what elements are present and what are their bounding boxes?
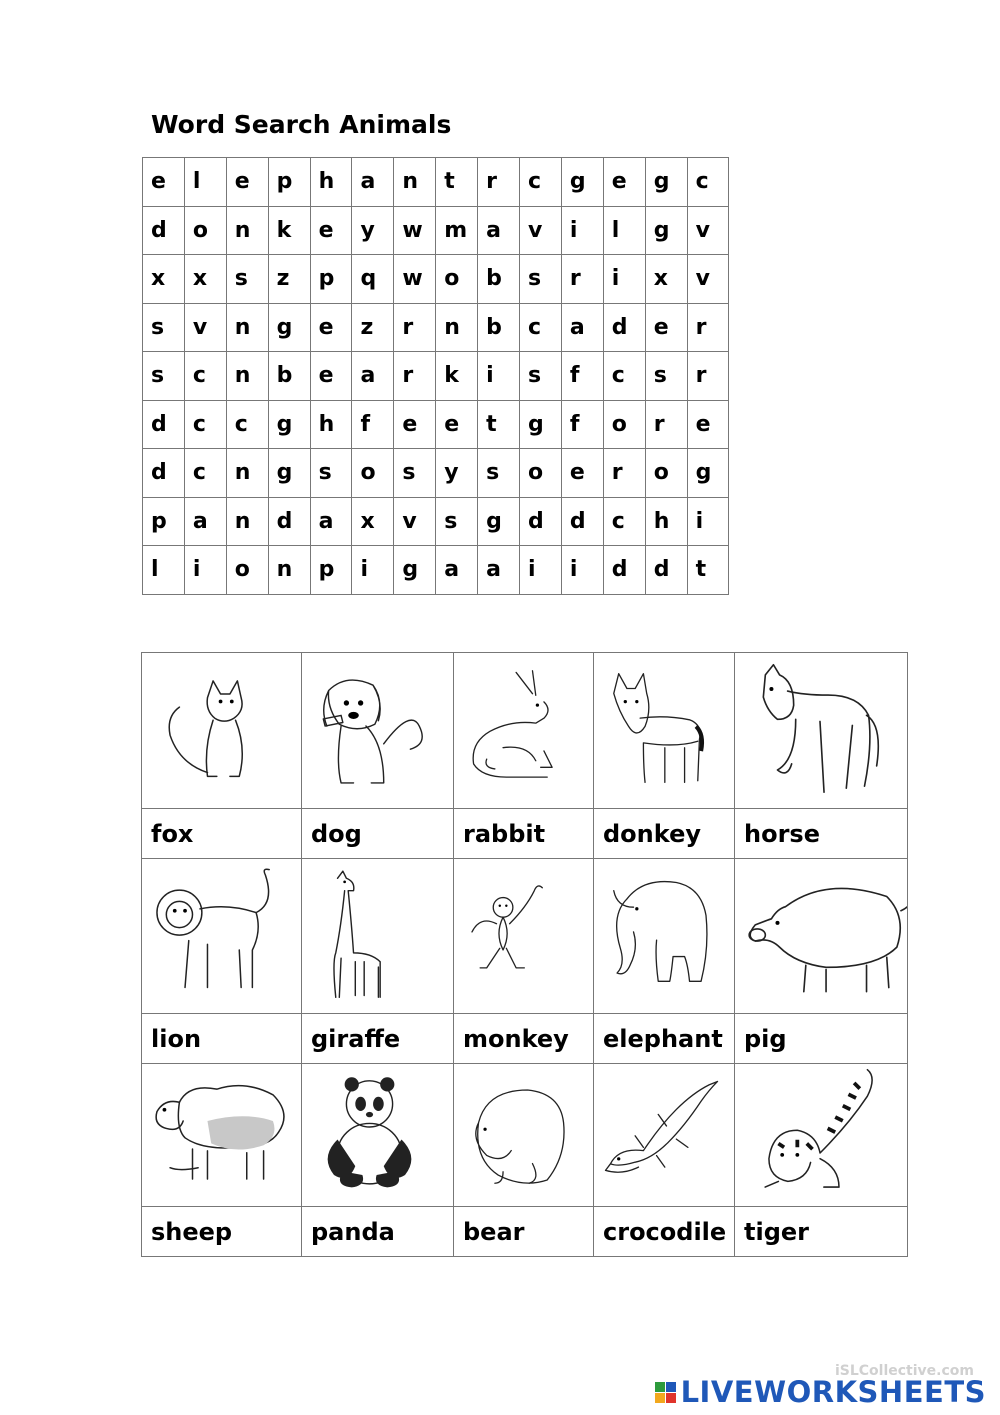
grid-cell: i [603, 255, 645, 304]
grid-cell: o [352, 449, 394, 498]
grid-cell: e [310, 303, 352, 352]
grid-cell: k [268, 206, 310, 255]
grid-cell: o [520, 449, 562, 498]
grid-cell: l [143, 546, 185, 595]
animal-label: monkey [454, 1014, 594, 1064]
grid-cell: p [143, 497, 185, 546]
grid-cell: h [310, 400, 352, 449]
animal-label: bear [454, 1207, 594, 1257]
animal-picture-cell [594, 1064, 735, 1207]
grid-cell: n [226, 352, 268, 401]
grid-cell: r [645, 400, 687, 449]
animal-label: giraffe [302, 1014, 454, 1064]
sheep-icon [142, 1064, 301, 1206]
grid-cell: r [687, 303, 729, 352]
animal-label: pig [735, 1014, 908, 1064]
grid-cell: n [268, 546, 310, 595]
grid-cell: d [603, 303, 645, 352]
animal-label: fox [142, 809, 302, 859]
grid-cell: g [520, 400, 562, 449]
grid-cell: e [310, 352, 352, 401]
picture-row [142, 653, 908, 809]
grid-cell: l [603, 206, 645, 255]
rabbit-icon [454, 653, 593, 808]
animal-label: crocodile [594, 1207, 735, 1257]
grid-cell: z [352, 303, 394, 352]
grid-cell: i [478, 352, 520, 401]
grid-cell: s [310, 449, 352, 498]
grid-cell: n [436, 303, 478, 352]
grid-cell: i [352, 546, 394, 595]
grid-cell: d [603, 546, 645, 595]
brand-name: LIVEWORKSHEETS [680, 1375, 986, 1409]
grid-cell: g [394, 546, 436, 595]
grid-cell: v [687, 206, 729, 255]
grid-cell: m [436, 206, 478, 255]
grid-cell: i [687, 497, 729, 546]
grid-cell: r [561, 255, 603, 304]
animal-picture-cell [454, 859, 594, 1014]
grid-cell: r [394, 352, 436, 401]
label-row [142, 809, 908, 859]
animal-label: lion [142, 1014, 302, 1064]
grid-cell: g [478, 497, 520, 546]
grid-cell: h [310, 158, 352, 207]
grid-cell: p [310, 546, 352, 595]
horse-icon [735, 653, 907, 808]
animal-picture-table [141, 652, 908, 1257]
grid-cell: z [268, 255, 310, 304]
grid-cell: b [268, 352, 310, 401]
grid-cell: c [603, 352, 645, 401]
grid-cell: c [520, 303, 562, 352]
donkey-icon [594, 653, 734, 808]
grid-cell: e [645, 303, 687, 352]
grid-cell: d [143, 206, 185, 255]
crocodile-icon [594, 1064, 734, 1206]
grid-cell: r [394, 303, 436, 352]
grid-cell: c [520, 158, 562, 207]
lion-icon [142, 859, 301, 1013]
grid-cell: e [603, 158, 645, 207]
animal-picture-cell [142, 653, 302, 809]
animal-picture-cell [302, 1064, 454, 1207]
grid-cell: i [184, 546, 226, 595]
grid-row [143, 352, 729, 401]
grid-row [143, 206, 729, 255]
grid-cell: n [226, 303, 268, 352]
tiger-icon [735, 1064, 907, 1206]
grid-cell: c [603, 497, 645, 546]
grid-cell: s [143, 303, 185, 352]
grid-cell: g [268, 449, 310, 498]
label-row [142, 1014, 908, 1064]
word-search-grid [142, 157, 729, 595]
animal-picture-cell [735, 859, 908, 1014]
animal-picture-cell [454, 1064, 594, 1207]
fox-icon [142, 653, 301, 808]
label-row [142, 1207, 908, 1257]
grid-cell: a [352, 158, 394, 207]
grid-cell: t [478, 400, 520, 449]
grid-cell: s [645, 352, 687, 401]
animal-label: elephant [594, 1014, 735, 1064]
grid-cell: y [436, 449, 478, 498]
grid-cell: a [561, 303, 603, 352]
grid-cell: a [352, 352, 394, 401]
grid-cell: n [226, 497, 268, 546]
grid-cell: a [310, 497, 352, 546]
grid-row [143, 449, 729, 498]
grid-cell: n [394, 158, 436, 207]
grid-cell: p [268, 158, 310, 207]
grid-cell: s [436, 497, 478, 546]
grid-cell: d [520, 497, 562, 546]
grid-cell: a [478, 206, 520, 255]
grid-row [143, 255, 729, 304]
grid-cell: e [687, 400, 729, 449]
grid-cell: s [478, 449, 520, 498]
grid-cell: p [310, 255, 352, 304]
grid-cell: n [226, 449, 268, 498]
grid-cell: g [645, 206, 687, 255]
grid-cell: c [687, 158, 729, 207]
giraffe-icon [302, 859, 453, 1013]
grid-cell: w [394, 255, 436, 304]
grid-row [143, 303, 729, 352]
grid-cell: s [394, 449, 436, 498]
grid-cell: c [184, 352, 226, 401]
grid-cell: b [478, 255, 520, 304]
grid-cell: t [436, 158, 478, 207]
liveworksheets-logo-icon [655, 1380, 677, 1404]
grid-cell: y [352, 206, 394, 255]
animal-picture-cell [302, 859, 454, 1014]
grid-cell: v [394, 497, 436, 546]
animal-label: rabbit [454, 809, 594, 859]
grid-cell: e [436, 400, 478, 449]
grid-cell: i [520, 546, 562, 595]
animal-picture-cell [594, 653, 735, 809]
grid-cell: n [226, 206, 268, 255]
animal-picture-cell [302, 653, 454, 809]
grid-cell: s [520, 255, 562, 304]
grid-cell: c [226, 400, 268, 449]
grid-cell: h [645, 497, 687, 546]
grid-cell: q [352, 255, 394, 304]
grid-row [143, 497, 729, 546]
picture-row [142, 1064, 908, 1207]
grid-cell: o [226, 546, 268, 595]
panda-icon [302, 1064, 453, 1206]
grid-cell: o [436, 255, 478, 304]
grid-cell: a [478, 546, 520, 595]
grid-cell: e [310, 206, 352, 255]
grid-cell: i [561, 206, 603, 255]
animal-label: donkey [594, 809, 735, 859]
animal-picture-cell [735, 1064, 908, 1207]
grid-cell: e [394, 400, 436, 449]
grid-cell: a [184, 497, 226, 546]
monkey-icon [454, 859, 593, 1013]
grid-row [143, 546, 729, 595]
animal-label: dog [302, 809, 454, 859]
elephant-icon [594, 859, 734, 1013]
animal-picture-cell [735, 653, 908, 809]
grid-cell: x [143, 255, 185, 304]
grid-cell: g [268, 303, 310, 352]
page-title: Word Search Animals [151, 110, 452, 139]
animal-label: sheep [142, 1207, 302, 1257]
grid-cell: e [226, 158, 268, 207]
grid-cell: g [687, 449, 729, 498]
animal-picture-cell [142, 859, 302, 1014]
grid-cell: o [645, 449, 687, 498]
grid-cell: d [645, 546, 687, 595]
animal-picture-cell [142, 1064, 302, 1207]
grid-cell: g [645, 158, 687, 207]
grid-cell: w [394, 206, 436, 255]
animal-picture-cell [454, 653, 594, 809]
grid-cell: v [520, 206, 562, 255]
grid-cell: x [352, 497, 394, 546]
grid-cell: c [184, 449, 226, 498]
grid-cell: g [561, 158, 603, 207]
grid-row [143, 158, 729, 207]
animal-picture-cell [594, 859, 735, 1014]
grid-cell: d [268, 497, 310, 546]
grid-cell: s [143, 352, 185, 401]
animal-label: panda [302, 1207, 454, 1257]
grid-cell: e [143, 158, 185, 207]
grid-cell: f [561, 400, 603, 449]
animal-label: tiger [735, 1207, 908, 1257]
grid-cell: c [184, 400, 226, 449]
animal-label: horse [735, 809, 908, 859]
grid-cell: f [561, 352, 603, 401]
grid-row [143, 400, 729, 449]
grid-cell: r [603, 449, 645, 498]
grid-cell: l [184, 158, 226, 207]
grid-cell: r [687, 352, 729, 401]
grid-cell: a [436, 546, 478, 595]
grid-cell: d [143, 449, 185, 498]
grid-cell: o [184, 206, 226, 255]
watermark-text: iSLCollective.com [834, 1363, 974, 1379]
grid-cell: x [184, 255, 226, 304]
grid-cell: g [268, 400, 310, 449]
grid-cell: o [603, 400, 645, 449]
grid-cell: d [561, 497, 603, 546]
grid-cell: d [143, 400, 185, 449]
grid-cell: e [561, 449, 603, 498]
dog-icon [302, 653, 453, 808]
grid-cell: t [687, 546, 729, 595]
pig-icon [735, 859, 907, 1013]
grid-cell: i [561, 546, 603, 595]
grid-cell: v [184, 303, 226, 352]
grid-cell: k [436, 352, 478, 401]
grid-cell: f [352, 400, 394, 449]
picture-row [142, 859, 908, 1014]
grid-cell: v [687, 255, 729, 304]
grid-cell: b [478, 303, 520, 352]
footer-logo [655, 1375, 986, 1409]
grid-cell: r [478, 158, 520, 207]
grid-cell: s [226, 255, 268, 304]
grid-cell: x [645, 255, 687, 304]
grid-cell: s [520, 352, 562, 401]
bear-icon [454, 1064, 593, 1206]
